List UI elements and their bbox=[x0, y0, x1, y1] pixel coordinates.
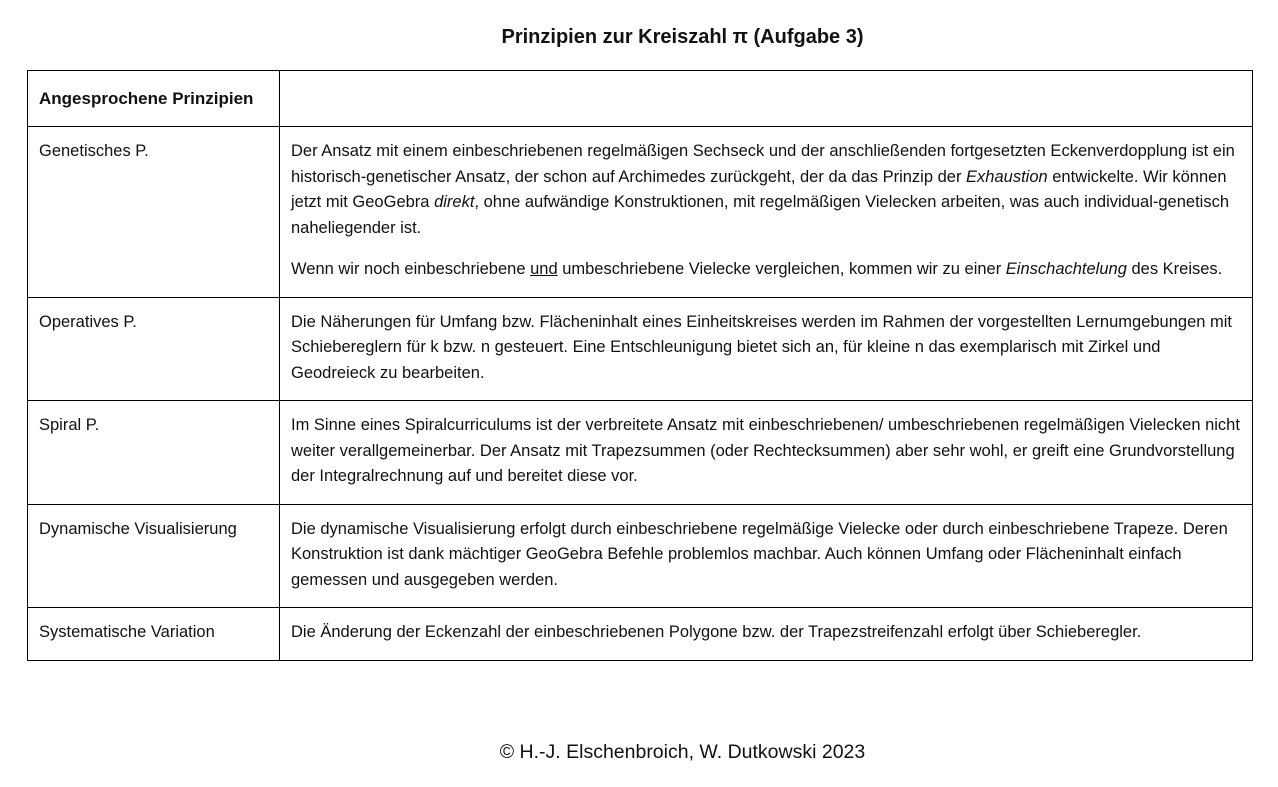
table-row bbox=[28, 608, 1253, 661]
table-row bbox=[28, 401, 1253, 505]
text-segment: umbeschriebene Vielecke vergleichen, kommen wir zu einer bbox=[557, 260, 1006, 278]
header-cell-description bbox=[280, 71, 1253, 127]
principle-description-cell bbox=[280, 297, 1253, 401]
underlined-text: und bbox=[530, 260, 558, 278]
description-paragraph bbox=[291, 257, 1241, 283]
text-segment: Die dynamische Visualisierung erfolgt durch einbeschriebene regelmäßige Vielecke oder durch einbeschriebene Trapeze. Deren Konstruktion ist dank mächtiger GeoGebra Befehle problemlos machbar. Auch können Umfang oder Flächeninhalt einfach gemessen und ausgegeben werden. bbox=[291, 519, 1228, 589]
principle-name-cell: Spiral P. bbox=[28, 401, 280, 505]
table-row bbox=[28, 127, 1253, 298]
description-paragraph bbox=[291, 310, 1241, 387]
principles-table-body bbox=[28, 71, 1253, 661]
emphasized-text: Exhaustion bbox=[966, 167, 1048, 186]
text-segment: , ohne aufwändige Konstruktionen, mit regelmäßigen Vielecken arbeiten, was auch individual-genetisch naheliegender ist. bbox=[291, 193, 1229, 237]
text-segment: Wenn wir noch einbeschriebene bbox=[291, 260, 531, 278]
description-paragraph bbox=[291, 620, 1241, 646]
principle-name-cell: Dynamische Visualisierung bbox=[28, 504, 280, 608]
text-segment: Die Änderung der Eckenzahl der einbeschriebenen Polygone bzw. der Trapezstreifenzahl erfolgt über Schieberegler. bbox=[291, 623, 1142, 641]
table-header-row bbox=[28, 71, 1253, 127]
table-row bbox=[28, 504, 1253, 608]
principle-description-cell bbox=[280, 127, 1253, 298]
table-row bbox=[28, 297, 1253, 401]
principle-description-cell bbox=[280, 504, 1253, 608]
text-segment: Der Ansatz mit einem einbeschriebenen regelmäßigen Sechseck und der anschließenden fortgesetzten Eckenverdopplung ist ein historisch-genetischer Ansatz, der schon auf Archimedes zurückgeht, der da das Prinzip der bbox=[291, 142, 1235, 186]
text-segment: des Kreises. bbox=[1126, 260, 1223, 278]
description-paragraph bbox=[291, 517, 1241, 594]
text-segment: entwickelte. Wir können jetzt mit GeoGebra bbox=[291, 167, 1227, 211]
principle-description-cell bbox=[280, 401, 1253, 505]
text-segment: Im Sinne eines Spiralcurriculums ist der verbreitete Ansatz mit einbeschriebenen/ umbeschriebenen regelmäßigen Vielecken nicht weiter verallgemeinerbar. Der Ansatz mit Trapezsummen (oder Rechtecksummen) aber sehr wohl, er greift eine Grundvorstellung der Integralrechnung auf und bereitet diese vor. bbox=[291, 416, 1240, 485]
description-paragraph bbox=[291, 139, 1241, 241]
emphasized-text: direkt bbox=[434, 193, 475, 211]
description-paragraph bbox=[291, 413, 1241, 490]
text-segment: Die Näherungen für Umfang bzw. Flächeninhalt eines Einheitskreises werden im Rahmen der vorgestellten Lernumgebungen mit Schiebereglern für k bzw. n gesteuert. Eine Entschleunigung bietet sich an, für kleine n das exemplarisch mit Zirkel und Geodreieck zu bearbeiten. bbox=[291, 312, 1233, 382]
principle-description-cell bbox=[280, 608, 1253, 661]
principle-name-cell: Systematische Variation bbox=[28, 608, 280, 661]
copyright-footer: © H.-J. Elschenbroich, W. Dutkowski 2023 bbox=[499, 741, 866, 763]
principles-table bbox=[27, 70, 1253, 661]
principle-name-cell: Genetisches P. bbox=[28, 127, 280, 298]
principle-name-cell: Operatives P. bbox=[28, 297, 280, 401]
emphasized-text: Einschachtelung bbox=[1005, 260, 1127, 278]
page-title: Prinzipien zur Kreiszahl π (Aufgabe 3) bbox=[501, 26, 864, 48]
header-cell-principles: Angesprochene Prinzipien bbox=[28, 71, 280, 127]
